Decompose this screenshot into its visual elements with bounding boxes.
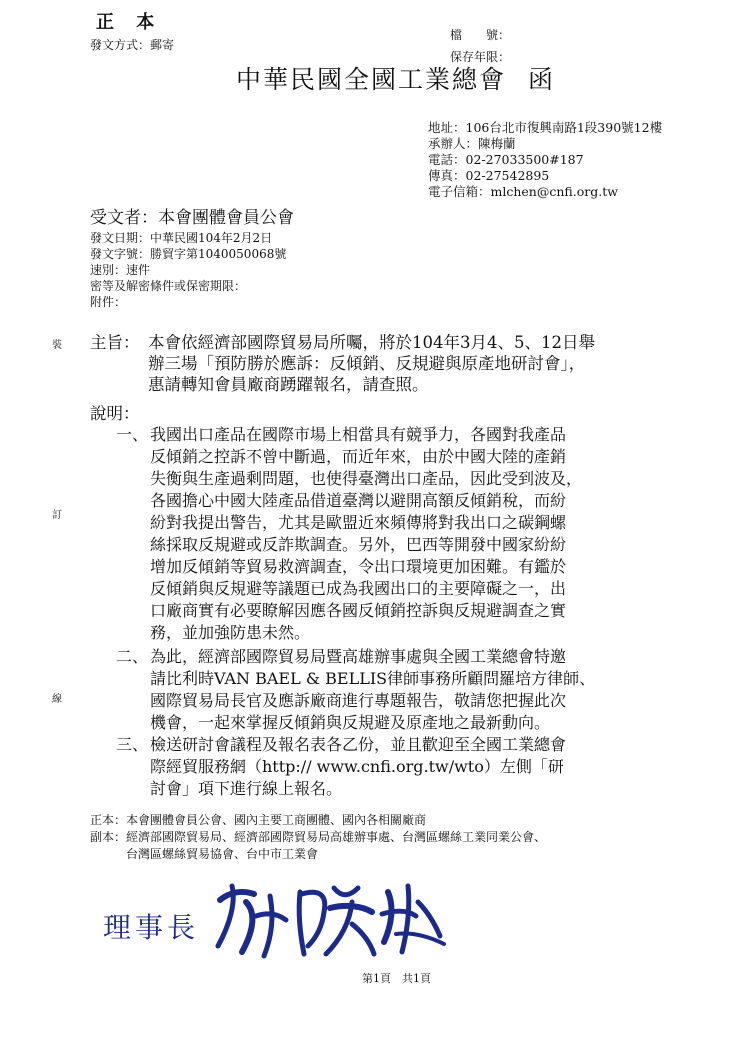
distribution-copy: 副本：經濟部國際貿易局、經濟部國際貿易局高雄辦事處、台灣區螺絲工業同業公會、 bbox=[90, 830, 547, 844]
send-method: 發文方式：郵寄 bbox=[90, 38, 175, 52]
explanation-item-2 bbox=[116, 646, 595, 734]
document-type: 函 bbox=[528, 65, 556, 94]
contact-phone: 電話：02-27033500#187 bbox=[428, 152, 584, 167]
file-number-label: 檔 號： bbox=[450, 28, 511, 42]
distribution-block bbox=[90, 812, 546, 863]
binding-mark-xian: 線 bbox=[52, 694, 62, 705]
contact-fax: 傳真：02-27542895 bbox=[428, 168, 550, 183]
item-line: 討會」項下進行線上報名。 bbox=[150, 779, 343, 798]
item-line: 我國出口產品在國際市場上相當具有競爭力，各國對我產品 bbox=[150, 425, 567, 444]
subject-line: 辦三場「預防勝於應訴：反傾銷、反規避與原產地研討會」， bbox=[148, 354, 586, 373]
explanation-item-1 bbox=[116, 424, 582, 644]
contact-handler: 承辦人：陳梅蘭 bbox=[428, 136, 516, 151]
item-line: 各國擔心中國大陸產品借道臺灣以避開高額反傾銷稅，而紛 bbox=[150, 491, 567, 510]
original-copy-mark: 正 本 bbox=[96, 12, 163, 33]
item-line: 務，並加強防患未然。 bbox=[150, 623, 311, 642]
page-number: 第1頁 共1頁 bbox=[362, 972, 431, 985]
item-line: 請比利時VAN BAEL & BELLIS律師事務所顧問羅培方律師、 bbox=[150, 669, 596, 688]
recipient: 受文者：本會團體會員公會 bbox=[90, 208, 294, 228]
item-line: 增加反傾銷等貿易救濟調查，令出口環境更加困難。有鑑於 bbox=[150, 557, 567, 576]
item-line: 反傾銷之控訴不曾中斷過，而近年來，由於中國大陸的產銷 bbox=[150, 447, 567, 466]
item-line: 為此，經濟部國際貿易局暨高雄辦事處與全國工業總會特邀 bbox=[150, 647, 567, 666]
item-number: 一、 bbox=[116, 425, 149, 444]
subject-line: 本會依經濟部國際貿易局所囑，將於104年3月4、5、12日舉 bbox=[148, 333, 595, 352]
document-meta bbox=[90, 230, 286, 310]
subject-block bbox=[90, 332, 595, 395]
speed-class: 速別：速件 bbox=[90, 263, 151, 277]
signatory-title: 理事長 bbox=[103, 911, 200, 944]
explanation-label: 說明： bbox=[90, 404, 140, 423]
handwritten-signature bbox=[212, 872, 452, 962]
item-line: 國際貿易局長官及應訴廠商進行專題報告，敬請您把握此次 bbox=[150, 691, 567, 710]
item-line: 失衡與生產過剩問題，也使得臺灣出口產品，因此受到波及， bbox=[150, 469, 583, 488]
item-line: 紛對我提出警告，尤其是歐盟近來頻傳將對我出口之碳鋼螺 bbox=[150, 513, 567, 532]
item-line: 檢送研討會議程及報名表各乙份，並且歡迎至全國工業總會 bbox=[150, 735, 567, 754]
contact-address: 地址：106台北市復興南路1段390號12樓 bbox=[428, 120, 663, 135]
distribution-copy: 台灣區螺絲貿易協會、台中市工業會 bbox=[90, 847, 319, 861]
distribution-original: 正本：本會團體會員公會、國內主要工商團體、國內各相關廠商 bbox=[90, 813, 427, 827]
item-number: 二、 bbox=[116, 647, 149, 666]
explanation-item-3 bbox=[116, 734, 566, 800]
item-line: 口廠商實有必要瞭解因應各國反傾銷控訴與反規避調查之實 bbox=[150, 601, 567, 620]
subject-line: 惠請轉知會員廠商踴躍報名，請查照。 bbox=[148, 375, 429, 394]
document-title bbox=[236, 60, 555, 96]
binding-mark-ding: 訂 bbox=[52, 510, 62, 521]
binding-mark-zhuang: 裝 bbox=[52, 340, 62, 351]
issue-date: 發文日期：中華民國104年2月2日 bbox=[90, 231, 273, 245]
attachment-label: 附件： bbox=[90, 295, 127, 309]
item-line: 絲採取反規避或反詐欺調查。另外，巴西等開發中國家紛紛 bbox=[150, 535, 567, 554]
item-line: 際經貿服務網（http:// www.cnfi.org.tw/wto）左側「研 bbox=[150, 757, 564, 776]
contact-block bbox=[428, 120, 662, 200]
item-line: 反傾銷與反規避等議題已成為我國出口的主要障礙之一，出 bbox=[150, 579, 567, 598]
issue-number: 發文字號：勝貿字第1040050068號 bbox=[90, 247, 287, 261]
secrecy-level: 密等及解密條件或保密期限： bbox=[90, 279, 247, 293]
subject-label: 主旨： bbox=[90, 333, 140, 352]
retention-label: 保存年限： bbox=[450, 50, 511, 64]
item-line: 機會，一起來掌握反傾銷與反規避及原產地之最新動向。 bbox=[150, 713, 551, 732]
organization-name: 中華民國全國工業總會 bbox=[236, 65, 507, 94]
item-number: 三、 bbox=[116, 735, 149, 754]
contact-email: 電子信箱：mlchen@cnfi.org.tw bbox=[428, 184, 618, 199]
